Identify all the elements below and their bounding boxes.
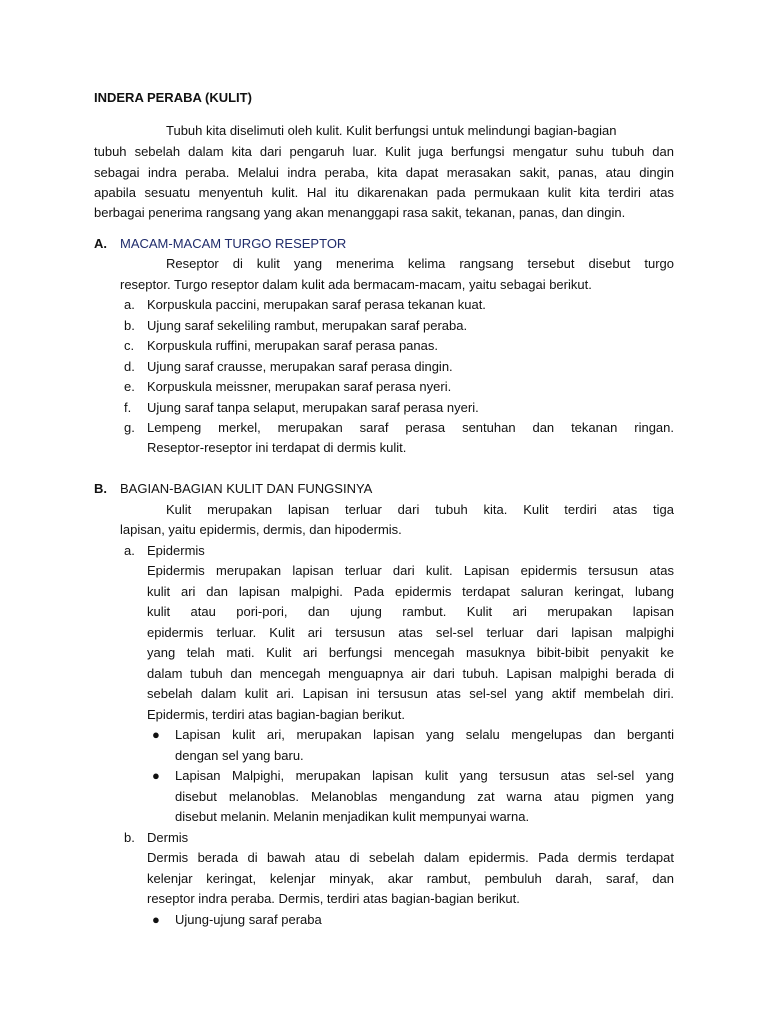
- epidermis-line: kulit atau pori-pori, dan ujung rambut. Kulit ari merupakan lapisan: [147, 604, 674, 619]
- list-item-letter: e.: [124, 379, 135, 394]
- intro-line: apabila sesuatu menyentuh kulit. Hal itu dikarenakan pada permukaan kulit kita terdiri atas: [94, 185, 674, 200]
- epidermis-line: dalam tubuh dan mencegah menguapnya air dari tubuh. Lapisan malpighi berada di: [147, 666, 674, 681]
- list-item-letter: c.: [124, 338, 135, 353]
- epidermis-line: sebelah dalam kulit ari. Lapisan ini tersusun atas sel-sel yang aktif membelah diri.: [147, 686, 674, 701]
- list-item-letter: d.: [124, 359, 135, 374]
- intro-line: Tubuh kita diselimuti oleh kulit. Kulit berfungsi untuk melindungi bagian-bagian: [166, 123, 617, 138]
- dermis-line: reseptor indra peraba. Dermis, terdiri atas bagian-bagian berikut.: [147, 891, 520, 906]
- intro-line: tubuh sebelah dalam kita dari pengaruh luar. Kulit juga berfungsi mengatur suhu tubuh dan: [94, 144, 674, 159]
- list-item-letter: g.: [124, 420, 135, 435]
- intro-line: berbagai penerima rangsang yang akan menanggapi rasa sakit, tekanan, panas, dan dingin.: [94, 205, 626, 220]
- list-item: Korpuskula meissner, merupakan saraf perasa nyeri.: [147, 379, 452, 394]
- page-title: INDERA PERABA (KULIT): [94, 90, 252, 105]
- list-item: Lempeng merkel, merupakan saraf perasa sentuhan dan tekanan ringan.: [147, 420, 674, 435]
- list-item: Ujung saraf crausse, merupakan saraf perasa dingin.: [147, 359, 453, 374]
- subsection-letter: a.: [124, 543, 135, 558]
- section-b-heading: BAGIAN-BAGIAN KULIT DAN FUNGSINYA: [120, 481, 373, 496]
- bullet-item: Ujung-ujung saraf peraba: [175, 912, 322, 927]
- epidermis-line: yang telah mati. Kulit ari berfungsi mencegah masuknya bibit-bibit penyakit ke: [147, 645, 674, 660]
- list-item-letter: f.: [124, 400, 132, 415]
- subsection-letter: b.: [124, 830, 135, 845]
- section-a-letter: A.: [94, 236, 107, 251]
- list-item-continuation: Reseptor-reseptor ini terdapat di dermis kulit.: [147, 440, 407, 455]
- bullet-dot-icon: ●: [152, 912, 160, 927]
- epidermis-title: Epidermis: [147, 543, 205, 558]
- intro-line: sebagai indra peraba. Melalui indra peraba, kita dapat merasakan sakit, panas, atau dingin: [94, 165, 674, 180]
- list-item: Ujung saraf tanpa selaput, merupakan saraf perasa nyeri.: [147, 400, 479, 415]
- epidermis-line: kulit ari dan lapisan malpighi. Pada epidermis terdapat saluran keringat, lubang: [147, 584, 674, 599]
- bullet-item-continuation: disebut melanoblas. Melanoblas mengandung zat warna atau pigmen yang: [175, 789, 674, 804]
- epidermis-line: Epidermis merupakan lapisan terluar dari kulit. Lapisan epidermis tersusun atas: [147, 563, 674, 578]
- list-item: Korpuskula ruffini, merupakan saraf perasa panas.: [147, 338, 438, 353]
- dermis-line: kelenjar keringat, kelenjar minyak, akar rambut, pembuluh darah, saraf, dan: [147, 871, 674, 886]
- bullet-item: Lapisan kulit ari, merupakan lapisan yang selalu mengelupas dan berganti: [175, 727, 674, 742]
- section-b-letter: B.: [94, 481, 107, 496]
- section-b-paragraph-line: lapisan, yaitu epidermis, dermis, dan hipodermis.: [120, 522, 402, 537]
- section-b-paragraph-line: Kulit merupakan lapisan terluar dari tubuh kita. Kulit terdiri atas tiga: [166, 502, 674, 517]
- bullet-dot-icon: ●: [152, 727, 160, 742]
- dermis-title: Dermis: [147, 830, 189, 845]
- epidermis-line: Epidermis, terdiri atas bagian-bagian berikut.: [147, 707, 405, 722]
- list-item-letter: a.: [124, 297, 135, 312]
- list-item: Ujung saraf sekeliling rambut, merupakan saraf peraba.: [147, 318, 468, 333]
- section-a-heading: MACAM-MACAM TURGO RESEPTOR: [120, 236, 347, 251]
- bullet-item-continuation: disebut melanin. Melanin menjadikan kulit mempunyai warna.: [175, 809, 530, 824]
- list-item-letter: b.: [124, 318, 135, 333]
- section-a-paragraph-line: reseptor. Turgo reseptor dalam kulit ada bermacam-macam, yaitu sebagai berikut.: [120, 277, 592, 292]
- list-item: Korpuskula paccini, merupakan saraf perasa tekanan kuat.: [147, 297, 486, 312]
- section-a-paragraph-line: Reseptor di kulit yang menerima kelima rangsang tersebut disebut turgo: [166, 256, 674, 271]
- bullet-item-continuation: dengan sel yang baru.: [175, 748, 304, 763]
- bullet-dot-icon: ●: [152, 768, 160, 783]
- dermis-line: Dermis berada di bawah atau di sebelah dalam epidermis. Pada dermis terdapat: [147, 850, 674, 865]
- epidermis-line: epidermis terluar. Kulit ari tersusun atas sel-sel terluar dari lapisan malpighi: [147, 625, 674, 640]
- bullet-item: Lapisan Malpighi, merupakan lapisan kulit yang tersusun atas sel-sel yang: [175, 768, 674, 783]
